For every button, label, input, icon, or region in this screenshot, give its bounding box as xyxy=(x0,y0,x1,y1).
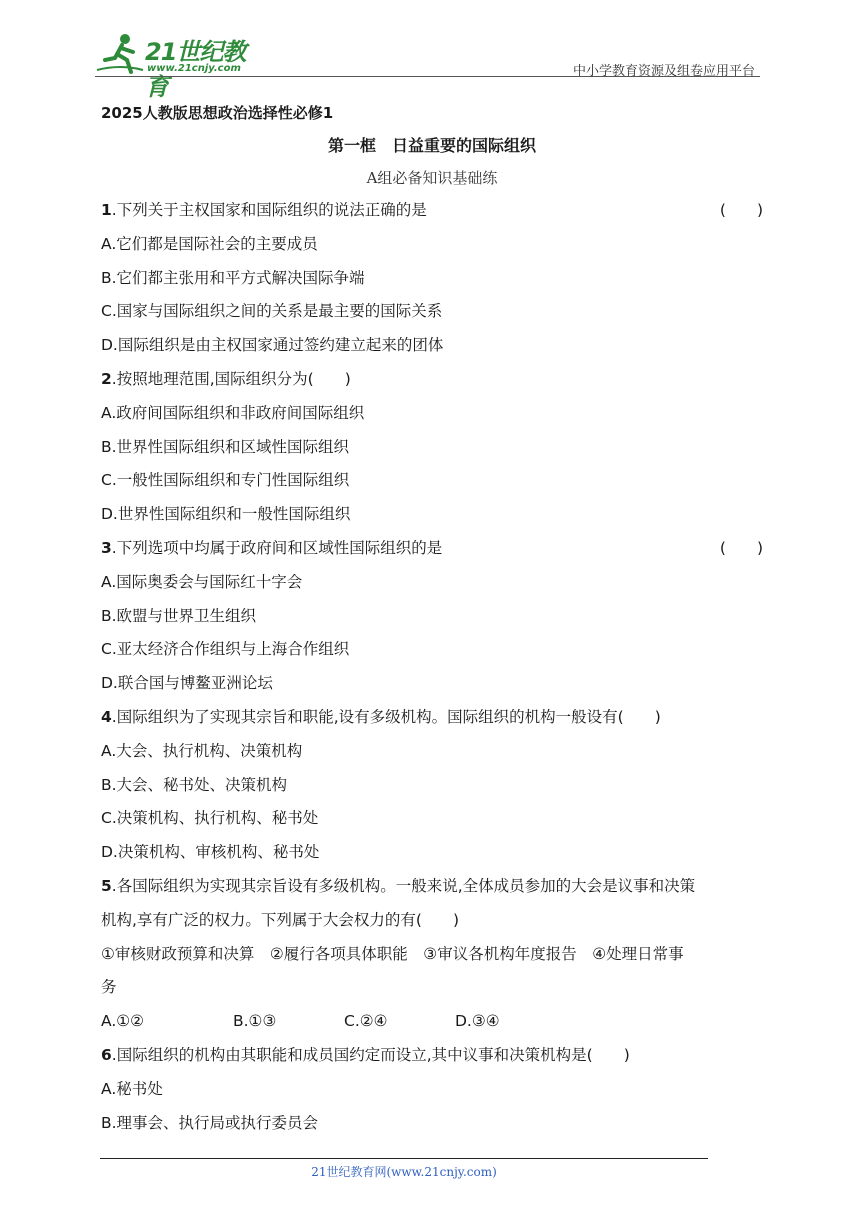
question-4-option-d: D.决策机构、审核机构、秘书处 xyxy=(101,843,320,862)
question-5-option-c: C.②④ xyxy=(344,1012,388,1031)
question-number: 3 xyxy=(101,538,112,557)
question-5-stem-continued: 机构,享有广泛的权力。下列属于大会权力的有( ) xyxy=(101,910,460,929)
question-5-stem: 5.各国际组织为实现其宗旨设有多级机构。一般来说,全体成员参加的大会是议事和决策 xyxy=(101,876,696,895)
question-2-option-a: A.政府间国际组织和非政府间国际组织 xyxy=(101,403,365,422)
logo xyxy=(95,30,265,101)
question-3-option-a: A.国际奥委会与国际红十字会 xyxy=(101,572,303,591)
question-1-stem: 1.下列关于主权国家和国际组织的说法正确的是 ( ) xyxy=(101,194,763,228)
question-5-option-b: B.①③ xyxy=(233,1012,277,1031)
question-1-option-d: D.国际组织是由主权国家通过签约建立起来的团体 xyxy=(101,336,444,355)
question-number: 1 xyxy=(101,201,112,219)
question-6-option-a: A.秘书处 xyxy=(101,1079,163,1098)
question-3-option-b: B.欧盟与世界卫生组织 xyxy=(101,606,257,625)
logo-text: 21世纪教育 xyxy=(145,38,246,101)
question-4-option-b: B.大会、秘书处、决策机构 xyxy=(101,775,288,794)
question-number: 4 xyxy=(101,707,112,726)
question-6-stem: 6.国际组织的机构由其职能和成员国约定而设立,其中议事和决策机构是( ) xyxy=(101,1045,630,1064)
header-divider xyxy=(95,76,760,77)
question-3-stem: 3.下列选项中均属于政府间和区域性国际组织的是 ( ) xyxy=(101,532,763,566)
question-5-option-a: A.①② xyxy=(101,1012,145,1031)
footer-text: 21世纪教育网(www.21cnjy.com) xyxy=(311,1165,497,1179)
question-2-option-d: D.世界性国际组织和一般性国际组织 xyxy=(101,505,351,524)
question-2-stem: 2.按照地理范围,国际组织分为( ) xyxy=(101,369,351,388)
question-4-stem: 4.国际组织为了实现其宗旨和职能,设有多级机构。国际组织的机构一般设有( ) xyxy=(101,707,661,726)
question-5-options xyxy=(101,1005,763,1039)
section-title: 第一框 日益重要的国际组织 xyxy=(327,136,536,155)
document-body xyxy=(101,96,763,1140)
question-2-option-b: B.世界性国际组织和区域性国际组织 xyxy=(101,437,350,456)
question-3-option-d: D.联合国与博鳌亚洲论坛 xyxy=(101,674,273,693)
question-5-items-continued: 务 xyxy=(101,978,117,997)
question-1-option-a: A.它们都是国际社会的主要成员 xyxy=(101,234,318,253)
question-5-option-d: D.③④ xyxy=(455,1012,500,1031)
question-2-option-c: C.一般性国际组织和专门性国际组织 xyxy=(101,471,350,490)
answer-blank: ( ) xyxy=(719,538,763,557)
logo-url: www.21cnjy.com xyxy=(147,63,241,74)
question-1-option-b: B.它们都主张用和平方式解决国际争端 xyxy=(101,268,365,287)
header-platform-label: 中小学教育资源及组卷应用平台 xyxy=(572,64,755,79)
document-title: 2025人教版思想政治选择性必修1 xyxy=(101,104,334,122)
question-number: 2 xyxy=(101,369,112,388)
page-header xyxy=(95,30,760,101)
group-title: A组必备知识基础练 xyxy=(366,169,498,187)
question-number: 5 xyxy=(101,876,112,895)
question-number: 6 xyxy=(101,1045,112,1064)
question-6-option-b: B.理事会、执行局或执行委员会 xyxy=(101,1113,319,1132)
question-3-option-c: C.亚太经济合作组织与上海合作组织 xyxy=(101,640,350,659)
answer-blank: ( ) xyxy=(719,201,763,219)
question-4-option-a: A.大会、执行机构、决策机构 xyxy=(101,741,303,760)
runner-logo-icon xyxy=(95,30,145,78)
question-5-items: ①审核财政预算和决算 ②履行各项具体职能 ③审议各机构年度报告 ④处理日常事 xyxy=(101,944,684,963)
question-1-option-c: C.国家与国际组织之间的关系是最主要的国际关系 xyxy=(101,302,443,321)
footer-divider xyxy=(100,1158,708,1159)
question-4-option-c: C.决策机构、执行机构、秘书处 xyxy=(101,809,319,828)
